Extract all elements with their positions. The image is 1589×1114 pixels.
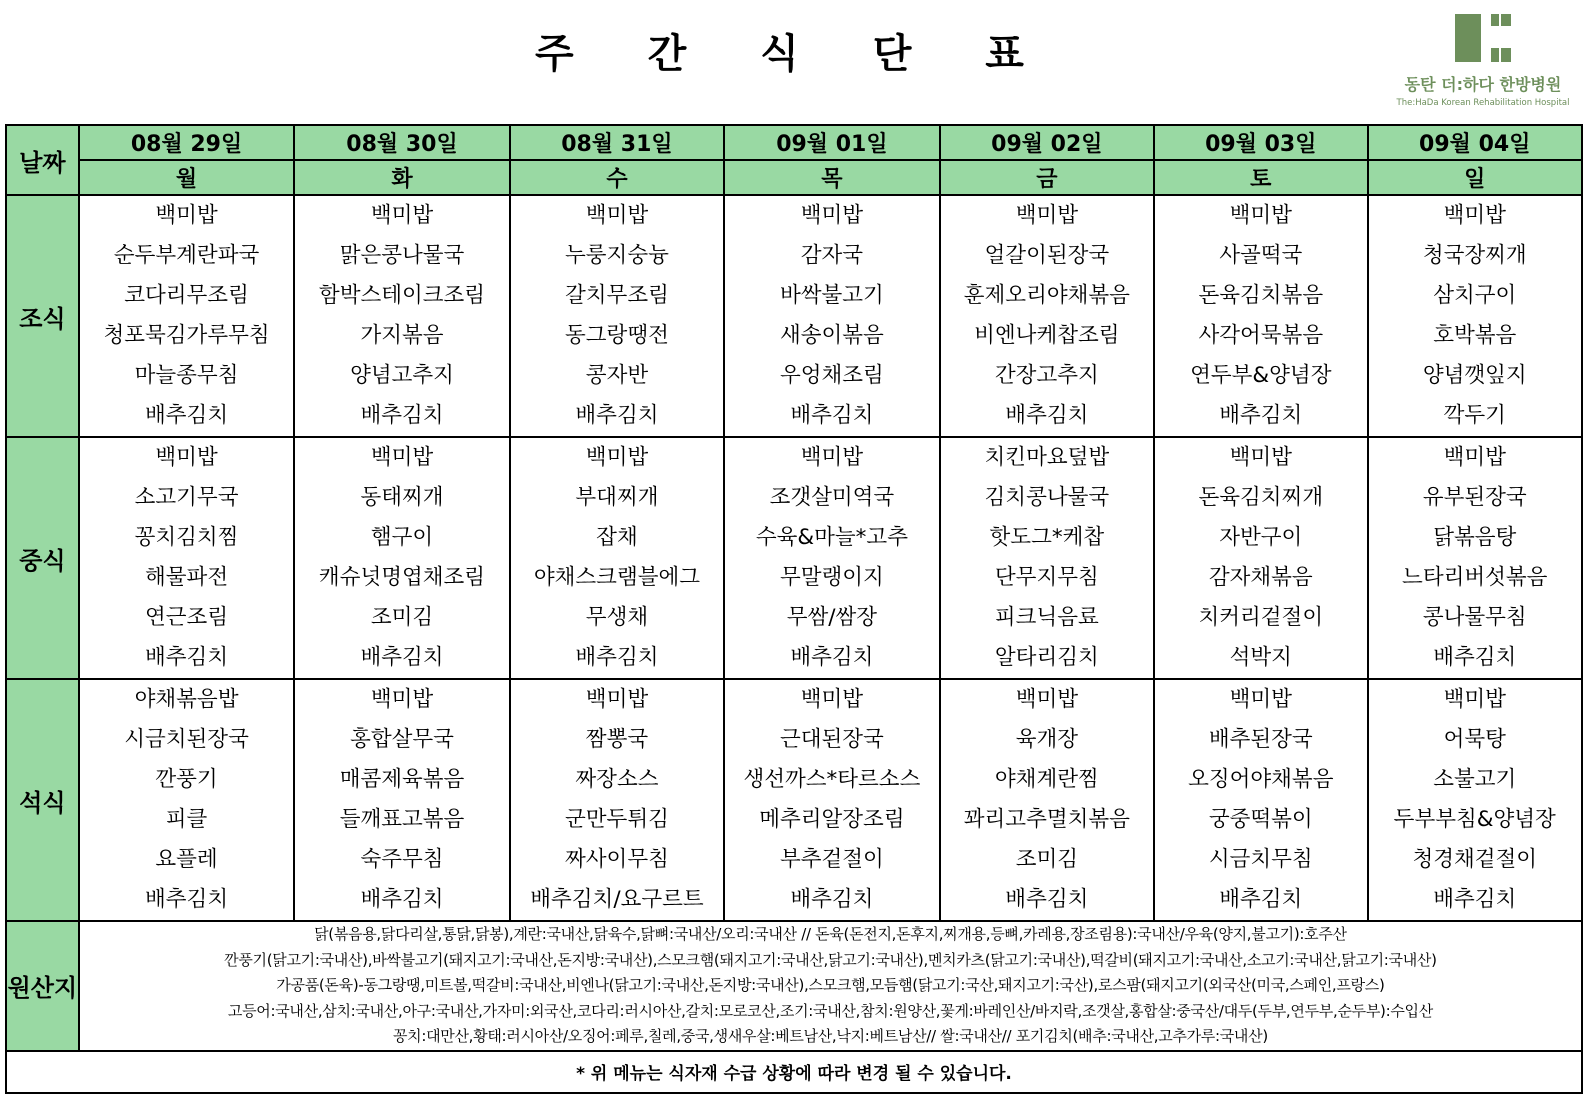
breakfast-menu-cell bbox=[294, 195, 509, 437]
menu-item: 순두부계란파국 bbox=[113, 243, 260, 268]
breakfast-menu-cell bbox=[724, 195, 939, 437]
menu-item: 육개장 bbox=[1015, 727, 1078, 752]
menu-item: 콩나물무침 bbox=[1422, 605, 1527, 630]
menu-item: 백미밥 bbox=[1443, 445, 1506, 470]
origin-row bbox=[6, 921, 1582, 1051]
menu-item: 간장고추지 bbox=[994, 363, 1099, 388]
menu-item: 배추김치 bbox=[790, 403, 874, 428]
dinner-menu-cell bbox=[724, 679, 939, 921]
weekday-header: 일 bbox=[1368, 160, 1583, 195]
menu-item: 배추김치 bbox=[1005, 887, 1089, 912]
row-label-dinner: 석식 bbox=[6, 679, 79, 921]
menu-item: 야채스크램블에그 bbox=[533, 565, 701, 590]
date-header: 09월 04일 bbox=[1368, 125, 1583, 160]
menu-item: 호박볶음 bbox=[1433, 323, 1517, 348]
menu-item: 단무지무침 bbox=[994, 565, 1099, 590]
weekday-row bbox=[6, 160, 1582, 195]
lunch-menu-cell bbox=[1368, 437, 1583, 679]
menu-item: 비엔나케찹조림 bbox=[974, 323, 1120, 348]
dinner-menu-cell bbox=[510, 679, 724, 921]
menu-item: 궁중떡볶이 bbox=[1208, 807, 1313, 832]
menu-item: 백미밥 bbox=[800, 203, 864, 228]
origin-info bbox=[79, 921, 1582, 1051]
menu-item: 백미밥 bbox=[155, 203, 218, 228]
date-header: 09월 01일 bbox=[724, 125, 939, 160]
menu-item: 들깨표고볶음 bbox=[339, 807, 465, 832]
menu-item: 알타리김치 bbox=[994, 645, 1099, 670]
menu-item: 꽈리고추멸치볶음 bbox=[963, 807, 1130, 832]
menu-item: 동태찌개 bbox=[360, 485, 444, 510]
menu-item: 야채볶음밥 bbox=[134, 687, 239, 712]
hospital-cross-logo-icon bbox=[1455, 14, 1511, 62]
menu-item: 백미밥 bbox=[1443, 203, 1506, 228]
menu-item: 어묵탕 bbox=[1443, 727, 1506, 752]
menu-item: 배추김치 bbox=[360, 887, 444, 912]
menu-item: 배추김치 bbox=[575, 403, 659, 428]
menu-item: 부추겉절이 bbox=[779, 847, 884, 872]
menu-item: 자반구이 bbox=[1219, 525, 1303, 550]
dinner-row bbox=[6, 679, 1582, 921]
menu-item: 메추리알장조림 bbox=[759, 807, 905, 832]
menu-item: 유부된장국 bbox=[1422, 485, 1527, 510]
menu-item: 백미밥 bbox=[585, 445, 649, 470]
menu-item: 배추김치 bbox=[790, 645, 874, 670]
origin-line: 꽁치:대만산,황태:러시아산/오징어:페루,칠레,중국,생새우살:베트남산,낙지:베트남산// 쌀:국내산// 포기김치(배추:국내산,고추가루:국내산) bbox=[392, 1027, 1268, 1045]
menu-item: 요플레 bbox=[155, 847, 218, 872]
menu-item: 백미밥 bbox=[585, 687, 649, 712]
row-label-date: 날짜 bbox=[6, 125, 79, 195]
date-header: 08월 30일 bbox=[294, 125, 509, 160]
menu-item: 소고기무국 bbox=[134, 485, 239, 510]
menu-item: 배추김치 bbox=[1433, 887, 1517, 912]
menu-item: 갈치무조림 bbox=[565, 283, 669, 308]
lunch-menu-cell bbox=[724, 437, 939, 679]
menu-item: 콩자반 bbox=[585, 363, 649, 388]
menu-item: 백미밥 bbox=[1443, 687, 1506, 712]
menu-item: 매콤제육볶음 bbox=[339, 767, 465, 792]
lunch-menu-cell bbox=[940, 437, 1154, 679]
menu-item: 배추김치 bbox=[360, 403, 444, 428]
dinner-menu-cell bbox=[294, 679, 509, 921]
menu-item: 배추김치 bbox=[575, 645, 659, 670]
menu-item: 백미밥 bbox=[1015, 687, 1078, 712]
date-header: 08월 31일 bbox=[510, 125, 724, 160]
lunch-menu-cell bbox=[1154, 437, 1367, 679]
dinner-menu-cell bbox=[1368, 679, 1583, 921]
menu-item: 배추김치 bbox=[1005, 403, 1089, 428]
menu-item: 조미김 bbox=[370, 605, 434, 630]
menu-item: 백미밥 bbox=[370, 445, 434, 470]
menu-item: 근대된장국 bbox=[779, 727, 884, 752]
menu-item: 피크닉음료 bbox=[994, 605, 1099, 630]
weekday-header: 수 bbox=[510, 160, 724, 195]
menu-item: 핫도그*케찹 bbox=[989, 525, 1105, 550]
menu-item: 야채계란찜 bbox=[994, 767, 1099, 792]
menu-item: 양념고추지 bbox=[350, 363, 454, 388]
weekday-header: 금 bbox=[940, 160, 1154, 195]
menu-item: 사골떡국 bbox=[1219, 243, 1303, 268]
menu-item: 맑은콩나물국 bbox=[339, 243, 465, 268]
menu-item: 청경채겉절이 bbox=[1412, 847, 1538, 872]
menu-item: 청국장찌개 bbox=[1422, 243, 1527, 268]
breakfast-row bbox=[6, 195, 1582, 437]
date-header: 08월 29일 bbox=[79, 125, 294, 160]
menu-item: 무생채 bbox=[585, 605, 649, 630]
menu-item: 짜장소스 bbox=[575, 767, 659, 792]
menu-item: 군만두튀김 bbox=[565, 807, 669, 832]
dinner-menu-cell bbox=[79, 679, 294, 921]
dinner-menu-cell bbox=[1154, 679, 1367, 921]
menu-item: 우엉채조림 bbox=[779, 363, 884, 388]
menu-item: 배추김치 bbox=[145, 645, 229, 670]
menu-item: 두부부침&양념장 bbox=[1393, 807, 1556, 832]
menu-item: 부대찌개 bbox=[575, 485, 659, 510]
menu-item: 가지볶음 bbox=[360, 323, 444, 348]
menu-item: 배추김치 bbox=[360, 645, 444, 670]
menu-item: 배추김치/요구르트 bbox=[530, 887, 704, 912]
menu-item: 사각어묵볶음 bbox=[1198, 323, 1324, 348]
menu-item: 연두부&양념장 bbox=[1190, 363, 1332, 388]
menu-item: 바싹불고기 bbox=[779, 283, 884, 308]
dinner-menu-cell bbox=[940, 679, 1154, 921]
menu-item: 새송이볶음 bbox=[779, 323, 884, 348]
menu-item: 청포묵김가루무침 bbox=[103, 323, 270, 348]
menu-item: 오징어야채볶음 bbox=[1188, 767, 1334, 792]
menu-item: 동그랑땡전 bbox=[565, 323, 669, 348]
menu-item: 꽁치김치찜 bbox=[134, 525, 239, 550]
menu-item: 백미밥 bbox=[1015, 203, 1078, 228]
lunch-menu-cell bbox=[510, 437, 724, 679]
menu-item: 배추김치 bbox=[790, 887, 874, 912]
menu-item: 코다리무조림 bbox=[124, 283, 249, 308]
date-header: 09월 02일 bbox=[940, 125, 1154, 160]
menu-item: 감자국 bbox=[800, 243, 864, 268]
menu-item: 해물파전 bbox=[145, 565, 229, 590]
breakfast-menu-cell bbox=[79, 195, 294, 437]
menu-item: 치킨마요덮밥 bbox=[984, 445, 1110, 470]
menu-item: 배추김치 bbox=[1219, 403, 1303, 428]
weekday-header: 화 bbox=[294, 160, 509, 195]
menu-item: 삼치구이 bbox=[1433, 283, 1517, 308]
menu-item: 백미밥 bbox=[585, 203, 649, 228]
menu-item: 닭볶음탕 bbox=[1433, 525, 1517, 550]
menu-item: 무말랭이지 bbox=[779, 565, 884, 590]
weekday-header: 월 bbox=[79, 160, 294, 195]
menu-item: 백미밥 bbox=[1229, 687, 1292, 712]
menu-item: 백미밥 bbox=[370, 687, 434, 712]
menu-item: 함박스테이크조림 bbox=[318, 283, 486, 308]
menu-item: 양념깻잎지 bbox=[1422, 363, 1527, 388]
origin-line: 깐풍기(닭고기:국내산),바싹불고기(돼지고기:국내산,돈지방:국내산),스모크햄(돼지고기:국내산,닭고기:국내산),멘치카츠(닭고기:국내산),떡갈비(돼지고기:국내산,소고기:국내산,닭고기:국내산) bbox=[224, 950, 1437, 969]
menu-item: 홍합살무국 bbox=[350, 727, 454, 752]
menu-item: 시금치무침 bbox=[1208, 847, 1313, 872]
row-label-breakfast: 조식 bbox=[6, 195, 79, 437]
breakfast-menu-cell bbox=[1368, 195, 1583, 437]
menu-item: 배추된장국 bbox=[1208, 727, 1313, 752]
menu-item: 느타리버섯볶음 bbox=[1402, 565, 1548, 590]
row-label-lunch: 중식 bbox=[6, 437, 79, 679]
menu-item: 생선까스*타르소스 bbox=[743, 767, 921, 792]
page-title: 주 간 식 단 표 bbox=[535, 31, 1054, 77]
menu-item: 백미밥 bbox=[370, 203, 434, 228]
menu-item: 배추김치 bbox=[1219, 887, 1303, 912]
menu-item: 캐슈넛명엽채조림 bbox=[318, 565, 486, 590]
notice-row bbox=[6, 1051, 1582, 1093]
menu-item: 백미밥 bbox=[155, 445, 218, 470]
menu-item: 무쌈/쌈장 bbox=[786, 605, 878, 630]
menu-item: 석박지 bbox=[1229, 645, 1292, 670]
menu-item: 햄구이 bbox=[370, 525, 434, 550]
breakfast-menu-cell bbox=[510, 195, 724, 437]
menu-item: 조미김 bbox=[1015, 847, 1078, 872]
menu-item: 백미밥 bbox=[1229, 445, 1292, 470]
menu-item: 백미밥 bbox=[800, 445, 864, 470]
menu-item: 김치콩나물국 bbox=[984, 485, 1110, 510]
menu-item: 연근조림 bbox=[145, 605, 229, 630]
menu-item: 치커리겉절이 bbox=[1198, 605, 1324, 630]
weekday-header: 토 bbox=[1154, 160, 1367, 195]
menu-item: 조갯살미역국 bbox=[769, 485, 895, 510]
menu-item: 돈육김치찌개 bbox=[1198, 485, 1324, 510]
lunch-menu-cell bbox=[79, 437, 294, 679]
menu-item: 짜사이무침 bbox=[565, 847, 669, 872]
origin-line: 가공품(돈육)-동그랑땡,미트볼,떡갈비:국내산,비엔나(닭고기:국내산,돈지방:국내산),스모크햄,모듬햄(닭고기:국산,돼지고기:국산),로스팜(돼지고기(외국산(미국,스페인,프랑스) bbox=[276, 976, 1385, 994]
menu-item: 배추김치 bbox=[145, 887, 229, 912]
date-row bbox=[6, 125, 1582, 160]
menu-item: 소불고기 bbox=[1433, 767, 1517, 792]
hospital-logo bbox=[1388, 12, 1578, 112]
row-label-origin: 원산지 bbox=[6, 921, 79, 1051]
weekday-header: 목 bbox=[724, 160, 939, 195]
menu-item: 백미밥 bbox=[800, 687, 864, 712]
menu-item: 수육&마늘*고추 bbox=[755, 525, 908, 550]
lunch-row bbox=[6, 437, 1582, 679]
menu-item: 피클 bbox=[165, 807, 208, 832]
menu-item: 배추김치 bbox=[145, 403, 229, 428]
menu-item: 돈육김치볶음 bbox=[1198, 283, 1324, 308]
menu-item: 백미밥 bbox=[1229, 203, 1292, 228]
origin-line: 닭(볶음용,닭다리살,통닭,닭봉),계란:국내산,닭육수,닭뼈:국내산/오리:국내산 // 돈육(돈전지,돈후지,찌개용,등뼈,카레용,장조림용):국내산/우육(양지,불고기):호주산 bbox=[314, 925, 1347, 943]
menu-item: 깍두기 bbox=[1443, 403, 1506, 428]
hospital-subtitle: The:HaDa Korean Rehabilitation Hospital bbox=[1396, 98, 1570, 108]
lunch-menu-cell bbox=[294, 437, 509, 679]
menu-item: 깐풍기 bbox=[155, 767, 218, 792]
menu-item: 감자채볶음 bbox=[1208, 565, 1313, 590]
origin-line: 고등어:국내산,삼치:국내산,아구:국내산,가자미:외국산,코다리:러시아산,갈치:모로코산,조기:국내산,참치:원양산,꽃게:바레인산/바지락,조갯살,홍합살:중국산/대두(두부,연두부,순두부):수입산 bbox=[227, 1001, 1433, 1020]
breakfast-menu-cell bbox=[940, 195, 1154, 437]
date-header: 09월 03일 bbox=[1154, 125, 1367, 160]
menu-item: 잡채 bbox=[596, 525, 638, 550]
menu-item: 훈제오리야채볶음 bbox=[963, 283, 1130, 308]
menu-item: 누룽지숭늉 bbox=[565, 243, 669, 268]
breakfast-menu-cell bbox=[1154, 195, 1367, 437]
menu-item: 얼갈이된장국 bbox=[984, 243, 1110, 268]
weekly-menu-table bbox=[5, 124, 1583, 1094]
menu-item: 배추김치 bbox=[1433, 645, 1517, 670]
menu-change-notice: * 위 메뉴는 식자재 수급 상황에 따라 변경 될 수 있습니다. bbox=[6, 1051, 1582, 1093]
hospital-name: 동탄 더:하다 한방병원 bbox=[1404, 75, 1562, 94]
menu-item: 시금치된장국 bbox=[124, 727, 249, 752]
menu-item: 마늘종무침 bbox=[134, 363, 239, 388]
menu-item: 짬뽕국 bbox=[585, 727, 649, 752]
menu-item: 숙주무침 bbox=[360, 847, 444, 872]
